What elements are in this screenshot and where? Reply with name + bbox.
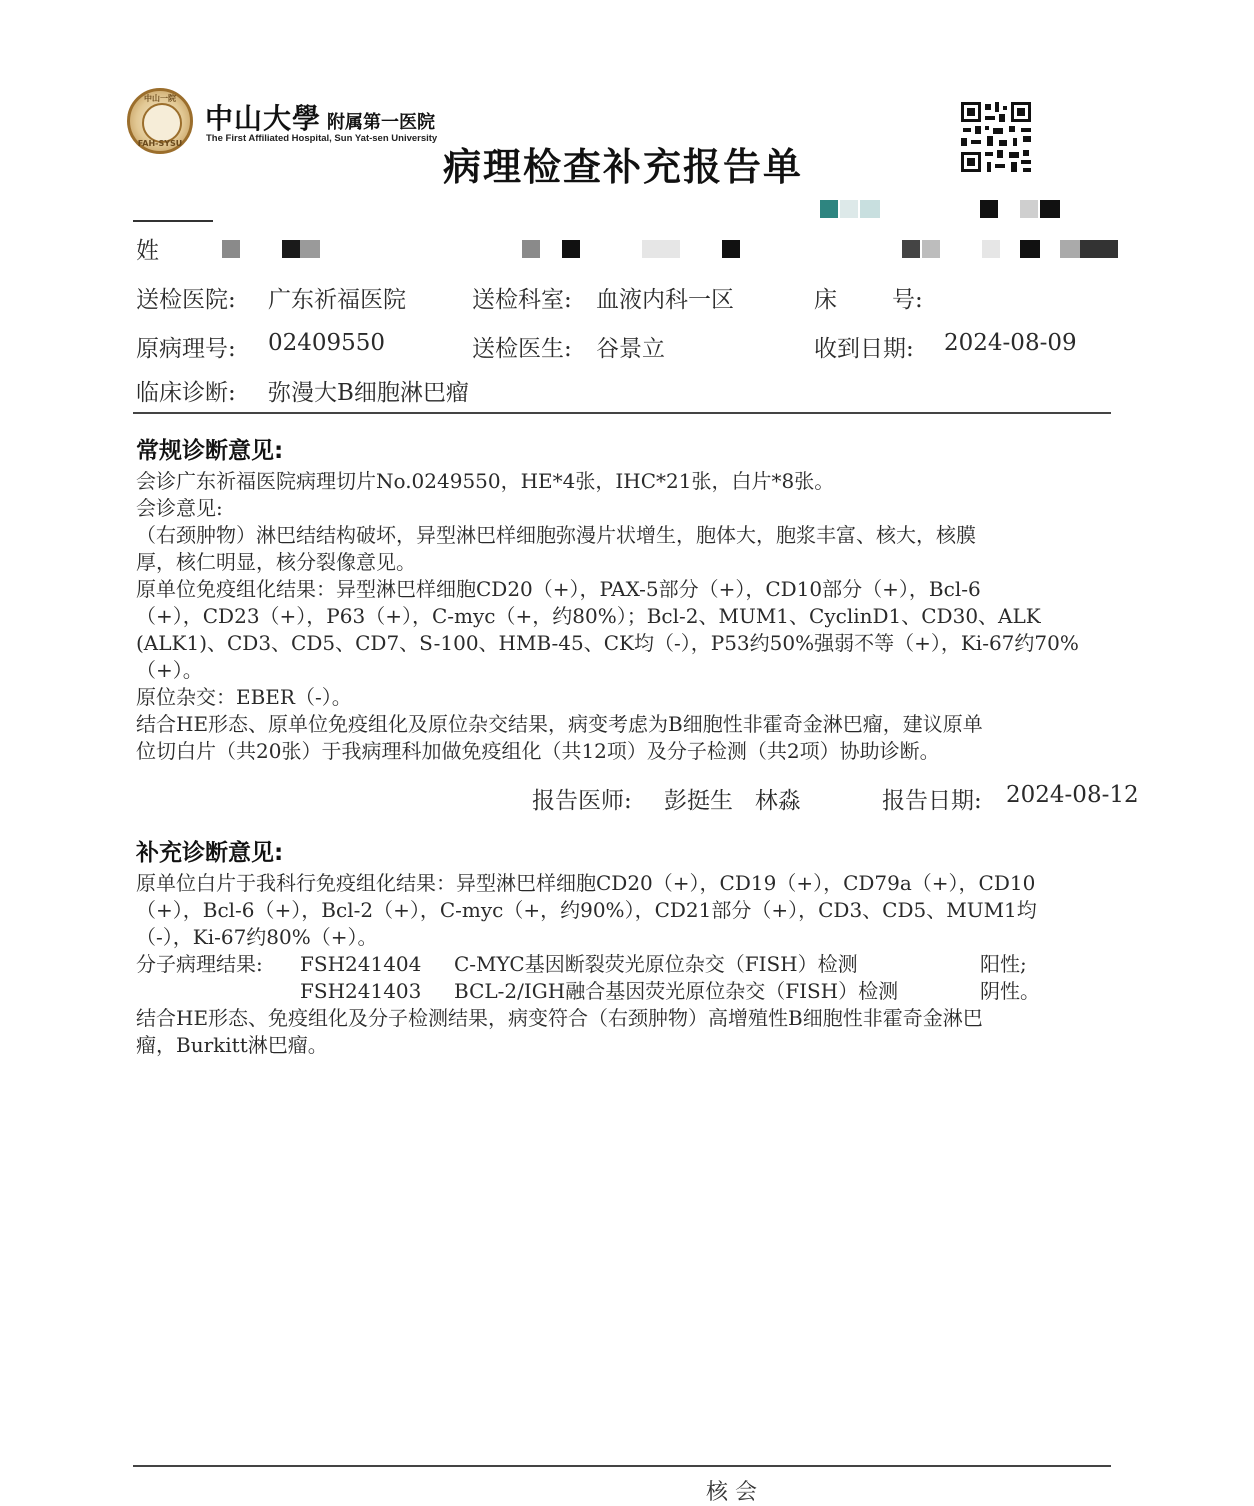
orig-pathology-no-label: 原病理号:: [136, 336, 236, 362]
clinical-diagnosis-value: 弥漫大B细胞淋巴瘤: [268, 380, 469, 406]
molecular-test-1: C-MYC基因断裂荧光原位杂交（FISH）检测: [454, 952, 858, 976]
report-doctor-names: 彭挺生 林淼: [664, 788, 801, 814]
supplement-diagnosis-heading: 补充诊断意见:: [136, 840, 284, 866]
redaction-mask: [980, 200, 998, 218]
routine-line: （右颈肿物）淋巴结结构破坏，异型淋巴样细胞弥漫片状增生，胞体大，胞浆丰富、核大，核膜: [136, 523, 976, 547]
send-doctor-label: 送检医生:: [472, 336, 572, 362]
qr-code-icon: [959, 100, 1033, 174]
send-dept-value: 血液内科一区: [596, 287, 734, 313]
report-date-value: 2024-08-12: [1006, 782, 1139, 808]
seal-top-text: 中山一院: [144, 94, 176, 103]
routine-line: 位切白片（共20张）于我病理科加做免疫组化（共12项）及分子检测（共2项）协助诊断。: [136, 739, 940, 763]
redaction-mask: [902, 240, 920, 258]
supplement-line: （-），Ki-67约80%（+）。: [136, 925, 378, 949]
redaction-mask: [562, 240, 580, 258]
report-title: 病理检查补充报告单: [443, 145, 804, 189]
redaction-mask: [642, 240, 680, 258]
routine-line: 原单位免疫组化结果：异型淋巴样细胞CD20（+），PAX-5部分（+），CD10部分（+），Bcl-6: [136, 577, 981, 601]
redaction-mask: [982, 240, 1000, 258]
routine-diagnosis-body: [136, 468, 1136, 765]
clinical-diagnosis-label: 临床诊断:: [136, 380, 236, 406]
section-divider: [133, 412, 1111, 414]
footer-partial-text: 核 会: [706, 1480, 757, 1505]
name-label: 姓: [136, 238, 159, 264]
send-doctor-value: 谷景立: [596, 336, 665, 362]
molecular-id-1: FSH241404: [300, 952, 422, 976]
bed-label: 床: [814, 287, 837, 313]
routine-line: (ALK1)、CD3、CD5、CD7、S-100、HMB-45、CK均（-），P53约50%强弱不等（+），Ki-67约70%: [136, 631, 1079, 655]
redaction-mask: [840, 200, 858, 218]
supplement-line: 原单位白片于我科行免疫组化结果：异型淋巴样细胞CD20（+），CD19（+），CD79a（+），CD10: [136, 871, 1036, 895]
bed-label-2: 号:: [892, 287, 923, 313]
send-dept-label: 送检科室:: [472, 287, 572, 313]
molecular-id-2: FSH241403: [300, 979, 422, 1003]
hospital-english-name: The First Affiliated Hospital, Sun Yat-sen University: [206, 133, 438, 144]
hospital-seal-logo: [127, 88, 193, 154]
molecular-result-2: 阴性。: [980, 979, 1040, 1003]
received-date-label: 收到日期:: [814, 336, 914, 362]
routine-diagnosis-heading: 常规诊断意见:: [136, 438, 284, 464]
routine-line: 会诊广东祈福医院病理切片No.0249550，HE*4张，IHC*21张，白片*8张。: [136, 469, 835, 493]
redaction-mask: [820, 200, 838, 218]
redaction-mask: [1020, 240, 1040, 258]
supplement-line: （+），Bcl-6（+），Bcl-2（+），C-myc（+，约90%），CD21部分（+），CD3、CD5、MUM1均: [136, 898, 1037, 922]
hospital-name: [205, 97, 435, 137]
footer-divider: [133, 1465, 1111, 1467]
received-date-value: 2024-08-09: [944, 330, 1077, 356]
hospital-name-main: 中山大學: [205, 102, 322, 135]
seal-inner-emblem: [142, 103, 182, 143]
routine-line: 厚，核仁明显，核分裂像意见。: [136, 550, 416, 574]
molecular-test-2: BCL-2/IGH融合基因荧光原位杂交（FISH）检测: [454, 979, 899, 1003]
routine-line: 结合HE形态、原单位免疫组化及原位杂交结果，病变考虑为B细胞性非霍奇金淋巴瘤，建议原单: [136, 712, 983, 736]
molecular-label: 分子病理结果:: [136, 952, 263, 976]
routine-line: 原位杂交：EBER（-）。: [136, 685, 352, 709]
redaction-mask: [1020, 200, 1038, 218]
routine-line: （+），CD23（+），P63（+），C-myc（+，约80%）；Bcl-2、MUM1、CyclinD1、CD30、ALK: [136, 604, 1041, 628]
conclusion-line: 结合HE形态、免疫组化及分子检测结果，病变符合（右颈肿物）高增殖性B细胞性非霍奇金淋巴: [136, 1006, 983, 1030]
report-date-label: 报告日期:: [882, 788, 982, 814]
report-doctor-label: 报告医师:: [532, 788, 632, 814]
hospital-name-suffix: 附属第一医院: [327, 112, 436, 133]
redaction-mask: [300, 240, 320, 258]
seal-bottom-text: FAH-SYSU: [137, 139, 183, 148]
molecular-results: [136, 951, 1136, 1005]
routine-line: （+）。: [136, 658, 203, 682]
send-hospital-label: 送检医院:: [136, 287, 236, 313]
redaction-mask: [722, 240, 740, 258]
orig-pathology-no-value: 02409550: [268, 330, 386, 356]
redaction-mask: [282, 240, 300, 258]
routine-line: 会诊意见:: [136, 496, 223, 520]
conclusion-line: 瘤，Burkitt淋巴瘤。: [136, 1033, 328, 1057]
supplement-diagnosis-body: [136, 870, 1136, 951]
send-hospital-value: 广东祈福医院: [268, 287, 406, 313]
redaction-mask: [1040, 200, 1060, 218]
redaction-mask: [222, 240, 240, 258]
redaction-mask: [922, 240, 940, 258]
redaction-mask: [860, 200, 880, 218]
supplement-conclusion: [136, 1005, 1136, 1059]
redaction-mask: [522, 240, 540, 258]
redaction-mask: [1060, 240, 1080, 258]
redaction-mask: [1080, 240, 1118, 258]
molecular-result-1: 阳性;: [980, 952, 1027, 976]
header-divider: [133, 220, 213, 222]
